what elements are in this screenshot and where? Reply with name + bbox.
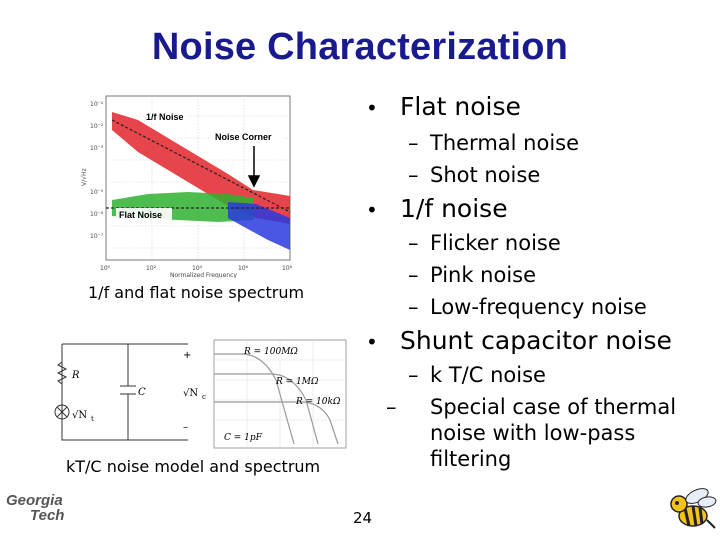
minus-sign: –	[183, 422, 188, 433]
source-label: √N	[72, 410, 88, 421]
ktc-noise-figure	[48, 336, 348, 452]
sub-bullet: – Thermal noise	[408, 131, 580, 155]
sub-bullet: – Low-frequency noise	[408, 295, 647, 319]
curve-label-1: R = 100MΩ	[244, 347, 298, 357]
sub-bullet: – Pink noise	[408, 263, 537, 287]
plot-ylabel: V/√Hz	[81, 168, 88, 186]
output-sub: c	[202, 393, 206, 401]
circuit-c-label: C	[138, 387, 146, 398]
logo-line-2: Tech	[30, 507, 65, 524]
label-noise-corner: Noise Corner	[215, 132, 272, 142]
svg-text:10⁻⁷: 10⁻⁷	[90, 233, 104, 240]
svg-text:10⁻²: 10⁻²	[90, 123, 104, 130]
sub-bullet: – Special case of thermal noise with low-pass filtering	[386, 395, 677, 471]
sub-bullet: – k T/C noise	[408, 363, 546, 387]
circuit-diagram	[55, 344, 188, 440]
bottom-figure-caption: kT/C noise model and spectrum	[66, 457, 321, 476]
logo-line-1: Georgia	[6, 492, 63, 509]
page-number: 24	[353, 509, 373, 527]
curve-label-3: R = 10kΩ	[296, 397, 341, 407]
slide-title: Noise Characterization	[151, 26, 569, 68]
ktc-spectrum-plot	[214, 340, 346, 448]
curve-label-2: R = 1MΩ	[276, 377, 319, 387]
label-1f-noise: 1/f Noise	[146, 112, 184, 122]
svg-text:10⁰: 10⁰	[100, 265, 111, 272]
plus-sign: +	[183, 350, 192, 361]
svg-text:10⁶: 10⁶	[238, 265, 249, 272]
svg-text:10⁻⁵: 10⁻⁵	[90, 189, 104, 196]
cap-label: C = 1pF	[224, 433, 262, 443]
label-flat-noise: Flat Noise	[119, 210, 163, 220]
plot-xlabel: Normalized Frequency	[170, 272, 237, 278]
circuit-r-label: R	[72, 370, 80, 381]
svg-text:10⁴: 10⁴	[192, 265, 203, 272]
bullet-1f-noise: • 1/f noise	[366, 194, 508, 223]
svg-text:10⁻⁶: 10⁻⁶	[90, 211, 104, 218]
yellow-jacket-mascot-icon	[663, 484, 717, 536]
noise-spectrum-plot	[78, 90, 314, 278]
svg-text:10⁸: 10⁸	[282, 265, 293, 272]
bullet-flat-noise: • Flat noise	[366, 92, 521, 121]
top-figure-caption: 1/f and flat noise spectrum	[88, 283, 305, 302]
source-sub: t	[91, 415, 94, 423]
svg-text:10⁻³: 10⁻³	[90, 145, 104, 152]
bullet-shunt-capacitor-noise: • Shunt capacitor noise	[366, 326, 672, 355]
output-label: √N	[183, 388, 199, 399]
sub-bullet: – Shot noise	[408, 163, 541, 187]
georgia-tech-logo	[6, 493, 84, 529]
sub-bullet: – Flicker noise	[408, 231, 561, 255]
svg-text:10²: 10²	[146, 265, 157, 272]
svg-text:10⁻¹: 10⁻¹	[90, 101, 104, 108]
